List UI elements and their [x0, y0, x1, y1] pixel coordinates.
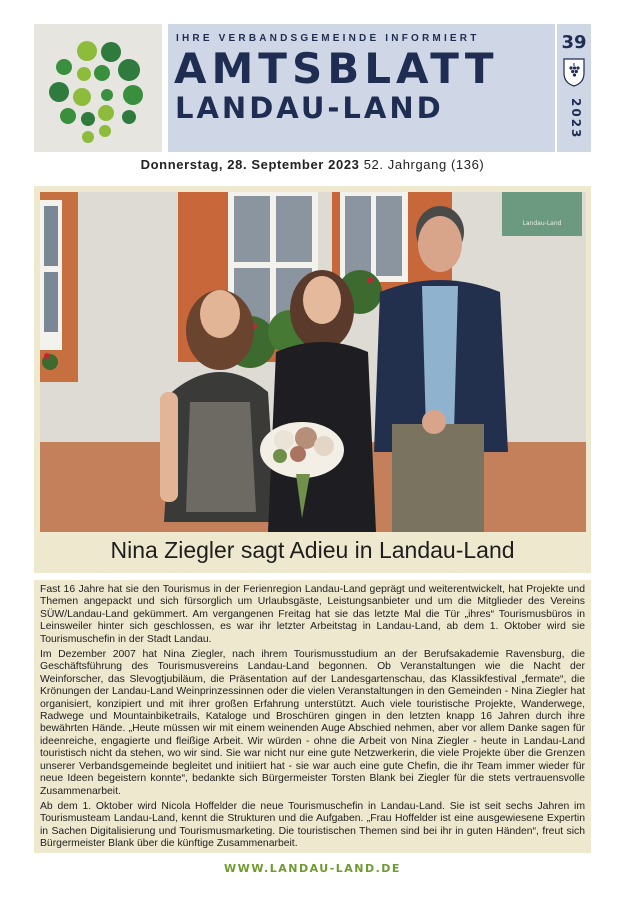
issue-number: 39 — [561, 32, 587, 53]
masthead-subtitle: LANDAU-LAND — [175, 91, 444, 125]
cover-headline: Nina Ziegler sagt Adieu in Landau-Land — [110, 537, 515, 563]
issue-column — [557, 24, 591, 152]
issue-volume: 52. Jahrgang (136) — [363, 157, 485, 172]
coat-of-arms-icon — [562, 57, 586, 87]
article-paragraph: Im Dezember 2007 hat Nina Ziegler, nach ihrem Tourismusstudium an der Berufsakademie Ravensburg, die Geschäftsführung des Tourismusvereins Landau-Land begonnen. Ob Veranstaltungen wie die Nacht der Weinforscher, das Slevogtjubiläum, die Präsentation auf der Landesgartenschau, das Klassikfestival „fermate“, die Krönungen der Landau-Land Weinprinzessinnen oder die vielen Veranstaltungen in den Gemeinden - Nina Ziegler hat organisiert, konzipiert und mit ihrer großen Erfahrung unterstützt. Auch viele touristische Projekte, Wanderwege, Radwege und Mountainbiketrails, Kataloge und Broschüren gingen in den letzten knapp 16 Jahren durch ihre bewährten Hände. „Heute müssen wir mit einem weinenden Auge Abschied nehmen, aber vor allem Danke sagen für ideenreiche, engagierte und fleißige Arbeit. Wir würden - ohne die Arbeit von Nina Ziegler - heute in Landau-Land touristisch nicht da stehen, wo wir sind. Sie war nicht nur eine gute Netzwerkerin, die viele Projekte über die Grenzen unserer Verbandsgemeinde begleitet und initiiert hat - sie war auch eine gute Chefin, die ihr Team immer wieder für neue Ideen begeistern konnte“, bedankte sich Bürgermeister Torsten Blank bei Ziegler für die stets vertrauensvolle Zusammenarbeit. — [40, 649, 585, 797]
masthead-kicker: IHRE VERBANDSGEMEINDE INFORMIERT — [176, 33, 480, 44]
masthead — [168, 24, 555, 152]
cover-photo — [40, 192, 586, 532]
article-paragraph: Fast 16 Jahre hat sie den Tourismus in der Ferienregion Landau-Land geprägt und weiterentwickelt, hat Projekte und Themen angepackt und sich fürsorglich um Urlaubsgäste, Leistungsanbieter und um die Mitglieder des Vereins SÜW/Landau-Land gekümmert. Am vergangenen Freitag hat sie das letzte Mal die Tür „ihres“ Tourismusbüros in Leinsweiler hinter sich geschlossen, es war ihr letzter Arbeitstag in Landau-Land, ab dem 1. Oktober wird sie Tourismuschefin in der Stadt Landau. — [40, 584, 585, 645]
issue-year: 2023 — [569, 98, 583, 140]
group-portrait-illustration — [40, 192, 586, 532]
footer-website-link[interactable]: WWW.LANDAU-LAND.DE — [224, 862, 401, 875]
article-body — [34, 580, 591, 853]
article-paragraph: Ab dem 1. Oktober wird Nicola Hoffelder die neue Tourismuschefin in Landau-Land. Sie ist seit sechs Jahren im Tourismusteam Landau-Land, kennt die Strukturen und die Aufgaben. „Frau Hoffelder ist eine ausgewiesene Expertin in Sachen Digitalisierung und Tourismusmarketing. Die touristischen Themen sind bei ihr in guten Händen“, freut sich Bürgermeister Blank über die künftige Zusammenarbeit. — [40, 800, 585, 850]
dot-cluster-logo-icon — [34, 24, 162, 152]
cover-photo-frame — [34, 186, 591, 573]
logo — [34, 24, 162, 152]
wall-sign-text: Landau-Land — [522, 220, 562, 227]
dateline — [0, 157, 625, 172]
masthead-title: AMTSBLATT — [174, 44, 499, 93]
issue-date: Donnerstag, 28. September 2023 — [140, 157, 360, 172]
